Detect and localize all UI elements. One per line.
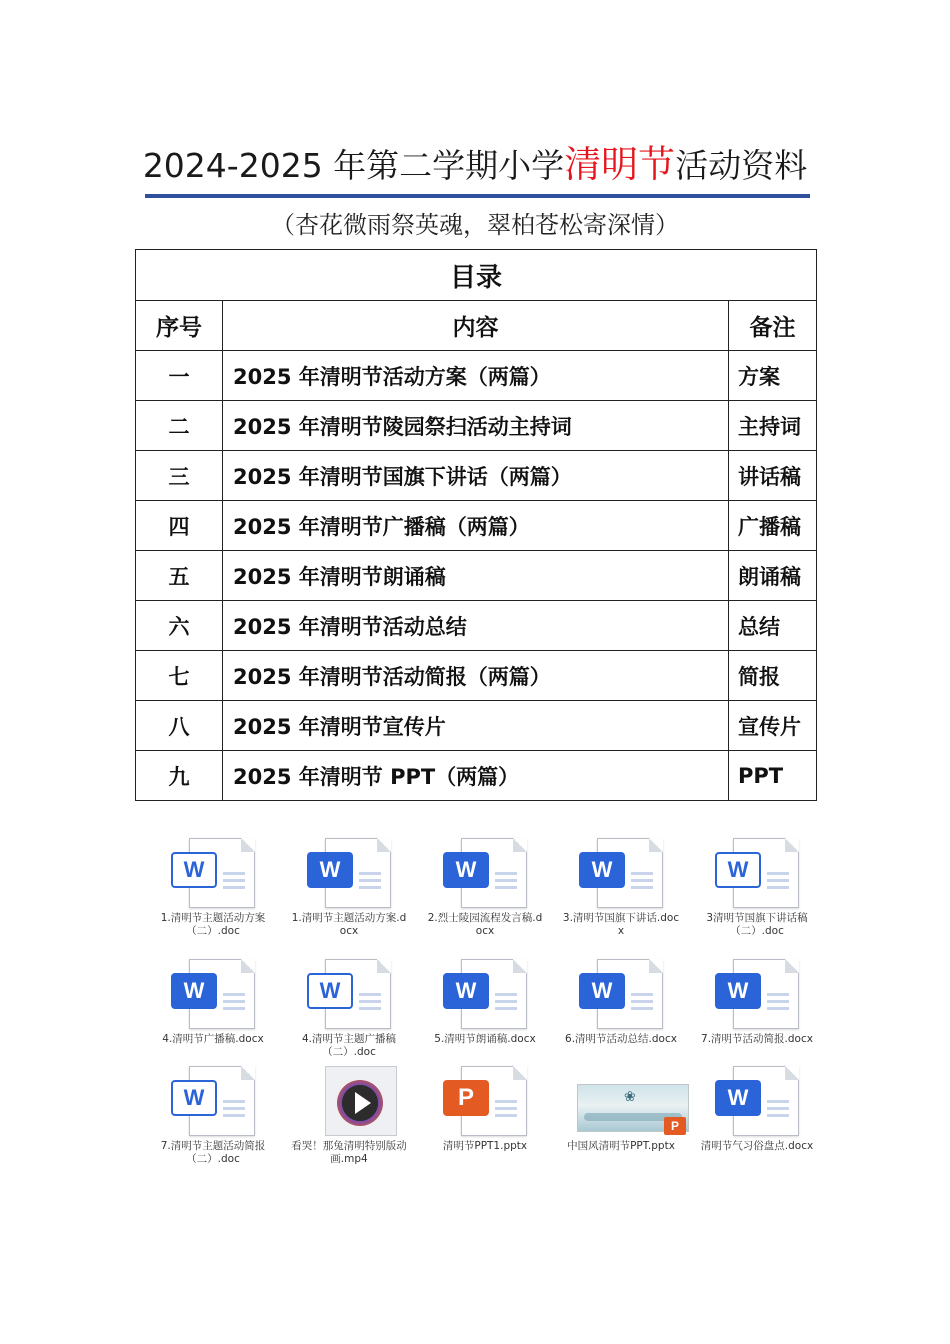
powerpoint-file-icon[interactable] <box>439 1066 531 1138</box>
file-name: 清明节PPT1.pptx <box>442 1140 528 1152</box>
powerpoint-badge-icon: P <box>664 1117 686 1135</box>
file-name: 1.清明节主题活动方案（二）.doc <box>160 912 266 937</box>
word-logo-icon: W <box>715 973 761 1009</box>
file-item[interactable] <box>561 838 681 938</box>
page-subtitle: （杏花微雨祭英魂，翠柏苍松寄深情） <box>271 211 679 239</box>
title-suffix: 活动资料 <box>675 146 808 185</box>
column-header-content: 内容 <box>223 301 729 351</box>
word-doc-icon[interactable] <box>711 1066 803 1138</box>
word-logo-icon: W <box>715 852 761 888</box>
file-item[interactable] <box>289 959 409 1059</box>
row-content: 2025 年清明节活动简报（两篇） <box>223 651 729 701</box>
video-file-icon[interactable] <box>303 1066 395 1138</box>
row-number: 三 <box>136 451 223 501</box>
row-content: 2025 年清明节 PPT（两篇） <box>223 751 729 801</box>
word-doc-icon[interactable] <box>167 1066 259 1138</box>
word-doc-icon[interactable] <box>439 838 531 910</box>
row-note: 宣传片 <box>729 701 817 751</box>
row-content: 2025 年清明节国旗下讲话（两篇） <box>223 451 729 501</box>
file-name: 3清明节国旗下讲话稿（二）.doc <box>706 912 808 937</box>
word-doc-icon[interactable] <box>575 959 667 1031</box>
file-name: 2.烈士陵园流程发言稿.docx <box>427 912 543 937</box>
file-name: 中国风清明节PPT.pptx <box>567 1140 675 1152</box>
title-prefix: 2024-2025 年第二学期小学 <box>142 146 565 185</box>
powerpoint-logo-icon: P <box>443 1080 489 1116</box>
file-name: 3.清明节国旗下讲话.docx <box>562 912 680 937</box>
row-note: 简报 <box>729 651 817 701</box>
word-logo-icon: W <box>171 852 217 888</box>
word-logo-icon: W <box>715 1080 761 1116</box>
word-doc-icon[interactable] <box>711 838 803 910</box>
file-name: 看哭！那兔清明特别版动画.mp4 <box>291 1140 407 1165</box>
row-number: 七 <box>136 651 223 701</box>
title-highlight: 清明节 <box>564 143 676 186</box>
word-doc-icon[interactable] <box>303 838 395 910</box>
ppt-thumbnail-icon[interactable]: ❀ P <box>575 1066 667 1138</box>
file-item[interactable] <box>289 838 409 938</box>
row-number: 八 <box>136 701 223 751</box>
word-doc-icon[interactable] <box>167 959 259 1031</box>
file-item[interactable] <box>153 838 273 938</box>
row-note: 广播稿 <box>729 501 817 551</box>
row-content: 2025 年清明节活动总结 <box>223 601 729 651</box>
row-content: 2025 年清明节宣传片 <box>223 701 729 751</box>
row-number: 六 <box>136 601 223 651</box>
file-name: 1.清明节主题活动方案.docx <box>291 912 407 937</box>
file-name: 4.清明节主题广播稿（二）.doc <box>301 1033 397 1058</box>
row-number: 四 <box>136 501 223 551</box>
word-logo-icon: W <box>171 1080 217 1116</box>
row-note: 方案 <box>729 351 817 401</box>
file-name: 5.清明节朗诵稿.docx <box>434 1033 536 1045</box>
word-logo-icon: W <box>579 973 625 1009</box>
column-header-number: 序号 <box>136 301 223 351</box>
row-content: 2025 年清明节朗诵稿 <box>223 551 729 601</box>
file-item[interactable] <box>697 838 817 938</box>
file-item[interactable] <box>425 1066 545 1153</box>
row-content: 2025 年清明节活动方案（两篇） <box>223 351 729 401</box>
file-item[interactable] <box>289 1066 409 1166</box>
row-number: 一 <box>136 351 223 401</box>
file-item[interactable] <box>697 959 817 1046</box>
row-number: 二 <box>136 401 223 451</box>
file-item[interactable] <box>153 959 273 1046</box>
word-logo-icon: W <box>307 852 353 888</box>
word-doc-icon[interactable] <box>439 959 531 1031</box>
row-number: 九 <box>136 751 223 801</box>
play-icon <box>337 1080 383 1126</box>
file-item[interactable] <box>153 1066 273 1166</box>
row-note: 总结 <box>729 601 817 651</box>
word-doc-icon[interactable] <box>575 838 667 910</box>
row-note: PPT <box>729 751 817 801</box>
file-name: 7.清明节活动简报.docx <box>701 1033 813 1045</box>
row-number: 五 <box>136 551 223 601</box>
word-logo-icon: W <box>579 852 625 888</box>
word-doc-icon[interactable] <box>167 838 259 910</box>
file-item[interactable] <box>425 959 545 1046</box>
row-note: 主持词 <box>729 401 817 451</box>
file-name: 7.清明节主题活动简报（二）.doc <box>160 1140 266 1165</box>
column-header-note: 备注 <box>729 301 817 351</box>
file-item[interactable] <box>561 1066 681 1153</box>
row-note: 朗诵稿 <box>729 551 817 601</box>
file-item[interactable] <box>425 838 545 938</box>
row-content: 2025 年清明节广播稿（两篇） <box>223 501 729 551</box>
row-content: 2025 年清明节陵园祭扫活动主持词 <box>223 401 729 451</box>
word-logo-icon: W <box>307 973 353 1009</box>
word-logo-icon: W <box>443 852 489 888</box>
word-doc-icon[interactable] <box>711 959 803 1031</box>
file-name: 6.清明节活动总结.docx <box>565 1033 677 1045</box>
file-item[interactable] <box>561 959 681 1046</box>
word-logo-icon: W <box>171 973 217 1009</box>
row-note: 讲话稿 <box>729 451 817 501</box>
word-logo-icon: W <box>443 973 489 1009</box>
toc-heading: 目录 <box>136 250 817 301</box>
file-item[interactable] <box>697 1066 817 1153</box>
file-name: 4.清明节广播稿.docx <box>162 1033 264 1045</box>
file-name: 清明节气习俗盘点.docx <box>700 1140 814 1152</box>
word-doc-icon[interactable] <box>303 959 395 1031</box>
